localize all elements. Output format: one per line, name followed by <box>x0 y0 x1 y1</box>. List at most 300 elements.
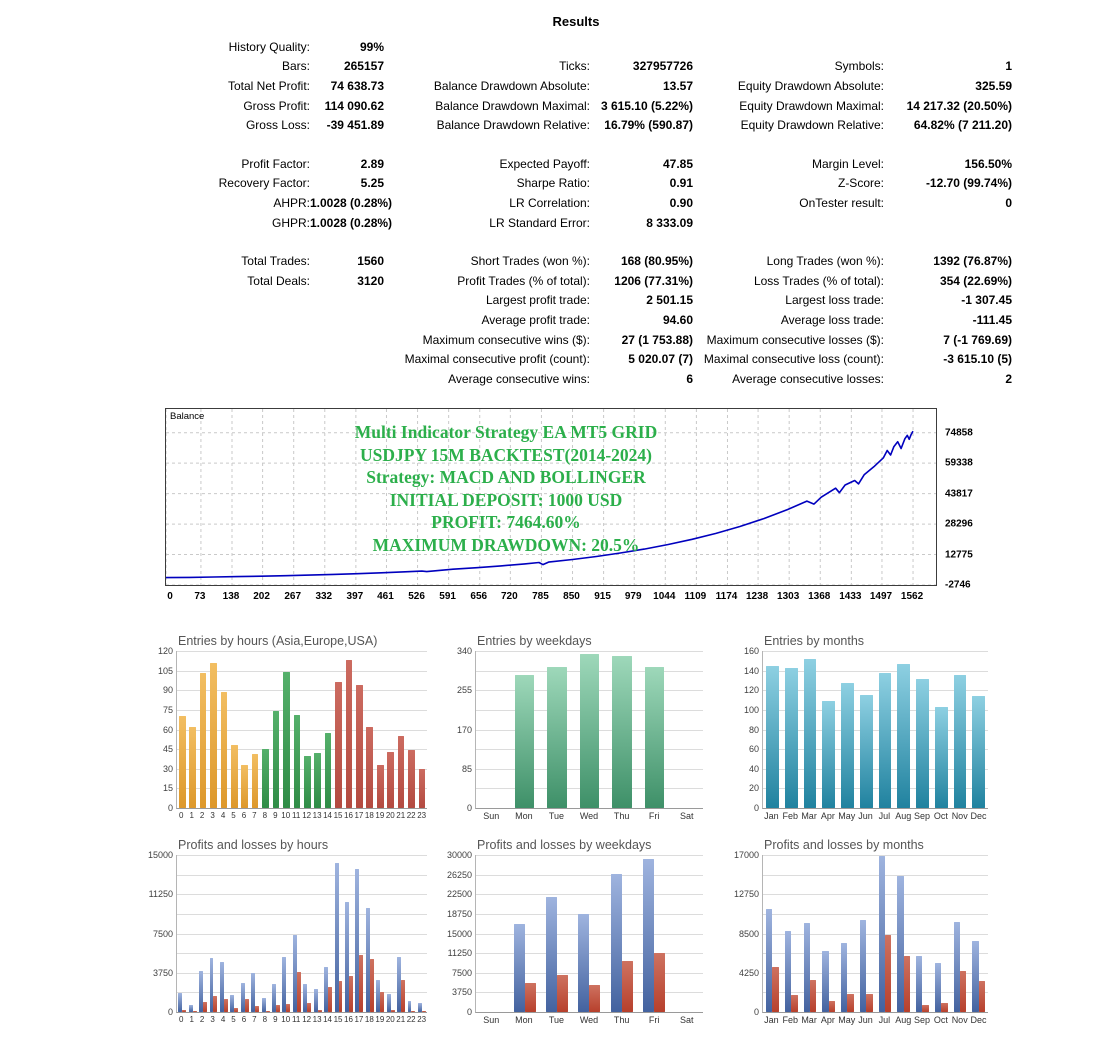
x-tick-label: Sat <box>680 811 694 821</box>
chart-title: Entries by hours (Asia,Europe,USA) <box>178 634 378 648</box>
x-tick-label: 4 <box>220 1015 226 1024</box>
bar-slot <box>573 651 605 808</box>
x-tick-label: 785 <box>532 591 549 602</box>
bar-slot <box>894 855 913 1012</box>
plot-area <box>762 651 988 809</box>
bar <box>897 664 910 808</box>
stat-label: Balance Drawdown Absolute: <box>433 78 590 93</box>
x-tick-label: 8 <box>262 1015 268 1024</box>
x-tick-label: 1368 <box>808 591 831 602</box>
bar-slot <box>476 651 508 808</box>
y-tick-label: 0 <box>753 803 759 813</box>
x-tick-label: 267 <box>284 591 302 602</box>
x-tick-label: 1 <box>189 1015 194 1024</box>
y-tick-label: 43817 <box>945 488 973 500</box>
x-tick-label: Wed <box>579 1015 599 1025</box>
x-tick-label: Mon <box>515 1015 533 1025</box>
table-row <box>140 271 1012 291</box>
stat-value: 99% <box>359 39 384 54</box>
bar-slot <box>508 855 540 1012</box>
bar-slot <box>969 651 988 808</box>
y-tick-label: 59338 <box>945 457 973 469</box>
x-tick-label: 16 <box>344 1015 353 1024</box>
x-tick-label: 7 <box>252 1015 257 1024</box>
x-axis <box>762 1013 988 1025</box>
bar-slot <box>819 651 838 808</box>
bar-profit <box>578 914 589 1012</box>
bar <box>189 727 196 808</box>
bar-loss <box>276 1005 280 1012</box>
table-row <box>140 251 1012 271</box>
stat-value: 3120 <box>357 273 384 288</box>
x-tick-label: 15 <box>333 1015 343 1024</box>
bar-slot <box>385 651 395 808</box>
overlay-line: USDJPY 15M BACKTEST(2014-2024) <box>360 444 652 465</box>
bar-loss <box>885 935 891 1012</box>
x-tick-label: Jan <box>764 1015 779 1025</box>
x-tick-label: 915 <box>594 591 611 602</box>
bar-slot <box>229 651 239 808</box>
bar <box>377 765 384 808</box>
table-gap <box>140 232 1012 251</box>
stat-value: 3 615.10 (5.22%) <box>600 98 693 113</box>
bar-slot <box>417 855 427 1012</box>
bar-slot <box>312 651 322 808</box>
x-tick-label: Oct <box>933 1015 948 1025</box>
bar-loss <box>866 994 872 1012</box>
bar-slot <box>344 651 354 808</box>
bar-profit <box>546 897 557 1012</box>
x-tick-label: Jun <box>858 811 873 821</box>
x-tick-label: 73 <box>194 591 206 602</box>
bars <box>177 855 427 1012</box>
y-tick-label: 12750 <box>733 889 759 900</box>
chart-title: Entries by weekdays <box>477 634 592 648</box>
x-tick-label: 1109 <box>684 591 707 602</box>
y-tick-label: 11250 <box>447 948 472 959</box>
x-tick-label: 18 <box>364 811 374 820</box>
bar-profit <box>972 941 978 1012</box>
stat-label: Average consecutive wins: <box>448 371 590 386</box>
x-tick-label: 15 <box>333 811 343 820</box>
bar <box>515 675 534 808</box>
bar-loss <box>391 1010 395 1012</box>
stat-label: Loss Trades (% of total): <box>753 273 884 288</box>
x-axis <box>176 809 427 820</box>
y-tick-label: 40 <box>748 763 759 774</box>
bar-slot <box>385 855 395 1012</box>
x-tick-label: 17 <box>354 1015 364 1024</box>
bar-slot <box>782 855 801 1012</box>
bar-slot <box>782 651 801 808</box>
stat-label: Equity Drawdown Maximal: <box>739 98 884 113</box>
y-tick-label: 18750 <box>446 908 472 919</box>
stat-label: Gross Profit: <box>243 98 310 113</box>
bar-slot <box>876 855 895 1012</box>
bar-slot <box>344 855 354 1012</box>
x-tick-label: 0 <box>179 811 184 820</box>
bar-slot <box>951 855 970 1012</box>
x-tick-label: Oct <box>933 811 948 821</box>
bar <box>916 679 929 808</box>
bar-slot <box>281 651 291 808</box>
bar <box>241 765 248 808</box>
stat-value: 5.25 <box>360 176 384 191</box>
stat-label: Balance Drawdown Maximal: <box>435 98 590 113</box>
x-tick-label: May <box>838 811 856 821</box>
x-tick-label: Sun <box>483 811 500 821</box>
x-tick-label: 656 <box>470 591 488 602</box>
bar-loss <box>255 1006 259 1012</box>
bar <box>408 750 415 808</box>
y-tick-label: 160 <box>743 646 759 656</box>
bar-slot <box>894 651 913 808</box>
overlay-line: INITIAL DEPOSIT: 1000 USD <box>389 489 623 510</box>
bar-slot <box>763 651 782 808</box>
bar <box>273 711 280 808</box>
table-row <box>140 57 1012 77</box>
x-tick-label: 0 <box>179 1015 184 1024</box>
bar-slot <box>250 855 260 1012</box>
bar-slot <box>932 651 951 808</box>
stat-value: 325.59 <box>975 78 1012 93</box>
x-tick-label: Sep <box>914 1015 931 1025</box>
y-tick-label: 11250 <box>148 889 173 900</box>
y-tick-label: 17000 <box>733 850 759 860</box>
x-tick-label: 6 <box>241 1015 247 1024</box>
bar <box>972 696 985 808</box>
bar <box>335 682 342 808</box>
bar-slot <box>271 855 281 1012</box>
x-tick-label: 20 <box>385 811 395 820</box>
bar-slot <box>838 651 857 808</box>
y-tick-label: 3750 <box>451 987 472 998</box>
y-tick-label: 60 <box>162 724 173 735</box>
x-tick-label: 22 <box>406 811 416 820</box>
bar-loss <box>328 987 332 1012</box>
x-tick-label: 11 <box>292 1015 301 1024</box>
y-tick-label: 75 <box>162 704 173 715</box>
bar-slot <box>240 651 250 808</box>
bar <box>356 685 363 808</box>
stat-label: Gross Loss: <box>245 118 310 133</box>
table-gap <box>140 135 1012 154</box>
y-tick-label: 15000 <box>147 850 173 860</box>
stat-value: 0 <box>1005 195 1012 210</box>
stat-value: -12.70 (99.74%) <box>925 176 1012 191</box>
bar <box>935 707 948 808</box>
bars <box>476 651 703 808</box>
bar-slot <box>208 651 218 808</box>
x-tick-label: Mon <box>515 811 533 821</box>
bar-slot <box>260 855 270 1012</box>
bar-slot <box>323 855 333 1012</box>
stat-value: -111.45 <box>972 312 1012 327</box>
x-tick-label: 1 <box>189 811 194 820</box>
y-tick-label: 90 <box>162 685 173 696</box>
bar <box>822 701 835 808</box>
plot-area <box>475 855 703 1013</box>
table-row <box>140 115 1012 135</box>
x-tick-label: 720 <box>501 591 518 602</box>
table-row <box>140 213 1012 233</box>
x-tick-label: 9 <box>273 1015 278 1024</box>
bar-loss <box>654 953 665 1012</box>
stat-value: 1.0028 (0.28%) <box>310 195 393 210</box>
bar-profit <box>514 924 525 1012</box>
y-axis <box>147 850 176 1017</box>
bar-slot <box>260 651 270 808</box>
x-tick-label: 1238 <box>745 591 769 602</box>
bar-slot <box>671 855 703 1012</box>
x-axis <box>475 809 703 821</box>
bar-loss <box>622 961 633 1012</box>
bar-loss <box>213 996 217 1012</box>
bar-profit <box>314 989 318 1012</box>
y-axis <box>446 850 475 1017</box>
bar-slot <box>219 651 229 808</box>
bar-slot <box>177 651 187 808</box>
x-tick-label: 850 <box>563 591 580 602</box>
x-tick-label: 12 <box>302 811 312 820</box>
x-tick-label: Fri <box>648 811 660 821</box>
stat-value: 1560 <box>357 254 384 269</box>
x-tick-label: Thu <box>613 1015 630 1025</box>
table-row <box>140 291 1012 311</box>
x-tick-label: 979 <box>624 591 642 602</box>
x-tick-label: 12 <box>302 1015 312 1024</box>
stat-value: 1392 (76.87%) <box>933 254 1012 269</box>
stat-value: 5 020.07 (7) <box>628 352 693 367</box>
bars <box>476 855 703 1012</box>
stat-value: 8 333.09 <box>646 215 693 230</box>
stat-value: 16.79% (590.87) <box>604 118 693 133</box>
bar-loss <box>182 1010 186 1012</box>
bar-slot <box>857 855 876 1012</box>
bar <box>419 769 426 808</box>
x-tick-label: 1174 <box>715 591 738 602</box>
bar-profit <box>643 859 654 1012</box>
stat-label: Total Trades: <box>241 254 310 269</box>
table-row <box>140 96 1012 116</box>
stat-value: 2.89 <box>360 156 384 171</box>
bar-loss <box>979 981 985 1012</box>
bar <box>612 656 631 808</box>
table-row <box>140 330 1012 350</box>
bar-slot <box>354 651 364 808</box>
stat-value: 265157 <box>343 59 384 74</box>
bar-slot <box>292 651 302 808</box>
x-tick-label: 3 <box>210 811 215 820</box>
y-axis <box>736 646 762 813</box>
bar-loss <box>286 1004 290 1012</box>
chart-title: Profits and losses by weekdays <box>477 838 652 852</box>
bar-slot <box>177 855 187 1012</box>
x-tick-label: Dec <box>970 1015 987 1025</box>
y-tick-label: 74858 <box>945 427 973 439</box>
bar-loss <box>318 1010 322 1012</box>
bar-slot <box>476 855 508 1012</box>
y-tick-label: 12775 <box>945 549 973 561</box>
x-tick-label: 14 <box>323 811 333 820</box>
table-row <box>140 154 1012 174</box>
bar <box>294 715 301 808</box>
stat-label: GHPR: <box>271 215 310 230</box>
bar-slot <box>838 855 857 1012</box>
x-tick-label: 19 <box>375 811 385 820</box>
bar <box>645 667 664 808</box>
bar-slot <box>302 855 312 1012</box>
stat-value: 2 501.15 <box>646 293 693 308</box>
x-tick-label: 10 <box>281 811 291 820</box>
bar-slot <box>876 651 895 808</box>
y-tick-label: 140 <box>743 665 759 676</box>
bar <box>766 666 779 808</box>
bar-loss <box>589 985 600 1012</box>
bar <box>954 675 967 808</box>
bar-slot <box>671 651 703 808</box>
bar-profit <box>611 874 622 1012</box>
stat-label: Maximal consecutive loss (count): <box>703 352 884 367</box>
bar-loss <box>960 971 966 1012</box>
x-tick-label: 23 <box>417 1015 427 1024</box>
y-tick-label: 0 <box>466 1007 472 1017</box>
stat-label: Margin Level: <box>811 156 884 171</box>
x-tick-label: 19 <box>375 1015 385 1024</box>
bar-slot <box>312 855 322 1012</box>
bar-loss <box>772 967 778 1012</box>
x-tick-label: Aug <box>895 811 912 821</box>
x-axis <box>762 809 988 821</box>
bar-slot <box>819 855 838 1012</box>
bar-slot <box>302 651 312 808</box>
bar-loss <box>847 994 853 1012</box>
stat-label: Bars: <box>281 59 310 74</box>
stat-value: 1206 (77.31%) <box>614 273 693 288</box>
x-tick-label: May <box>838 1015 856 1025</box>
bar-loss <box>266 1011 270 1012</box>
page-title: Results <box>552 14 600 29</box>
y-tick-label: 80 <box>748 724 759 735</box>
bar-slot <box>857 651 876 808</box>
stat-label: Largest profit trade: <box>485 293 590 308</box>
entries-by-months-chart <box>736 634 988 821</box>
y-tick-label: 45 <box>162 744 173 755</box>
bar-slot <box>969 855 988 1012</box>
bar-loss <box>829 1001 835 1012</box>
y-tick-label: 0 <box>466 803 472 813</box>
y-tick-label: 255 <box>456 685 472 696</box>
y-tick-label: 15000 <box>446 928 472 939</box>
x-tick-label: Dec <box>970 811 987 821</box>
y-tick-label: 120 <box>743 685 759 696</box>
balance-series-label: Balance <box>170 411 205 422</box>
overlay-line: PROFIT: 7464.60% <box>431 512 581 532</box>
bar-slot <box>406 651 416 808</box>
bar-slot <box>932 855 951 1012</box>
bar-loss <box>349 976 353 1012</box>
x-axis <box>176 1013 427 1024</box>
x-tick-label: Jul <box>878 811 891 821</box>
y-tick-label: 0 <box>753 1007 759 1017</box>
bar-slot <box>208 855 218 1012</box>
y-tick-label: 4250 <box>738 967 759 978</box>
stat-label: Maximum consecutive losses ($): <box>706 332 884 347</box>
x-tick-label: 3 <box>210 1015 215 1024</box>
overlay-line: MAXIMUM DRAWDOWN: 20.5% <box>372 534 640 555</box>
bar-profit <box>178 993 182 1012</box>
stat-label: Short Trades (won %): <box>470 254 590 269</box>
bar-loss <box>810 980 816 1012</box>
stat-value: 13.57 <box>662 78 693 93</box>
bar-slot <box>198 855 208 1012</box>
stat-label: Total Deals: <box>247 273 310 288</box>
strategy-overlay-text <box>226 421 786 556</box>
x-tick-label: 18 <box>364 1015 374 1024</box>
bar-slot <box>396 651 406 808</box>
y-tick-label: 15 <box>162 783 173 794</box>
bar-profit <box>335 863 339 1012</box>
x-tick-label: 1044 <box>653 591 676 602</box>
x-tick-label: 7 <box>252 811 257 820</box>
plot-area <box>176 651 427 809</box>
y-tick-label: 8500 <box>738 928 759 939</box>
bar-loss <box>307 1003 311 1012</box>
stat-label: AHPR: <box>273 195 310 210</box>
bar-loss <box>203 1002 207 1012</box>
chart-title: Profits and losses by months <box>764 838 924 852</box>
bar <box>387 752 394 808</box>
x-tick-label: 23 <box>417 811 427 820</box>
stat-label: Balance Drawdown Relative: <box>436 118 590 133</box>
bar-loss <box>370 959 374 1012</box>
pl-by-months-chart <box>733 838 988 1025</box>
bar-slot <box>913 651 932 808</box>
x-tick-label: 0 <box>167 591 173 602</box>
y-tick-label: 30 <box>162 763 173 774</box>
bar-loss <box>411 1011 415 1012</box>
balance-chart <box>165 408 1065 608</box>
x-tick-label: 5 <box>231 811 236 820</box>
bar-slot <box>333 651 343 808</box>
bar-loss <box>339 981 343 1012</box>
bar <box>841 683 854 808</box>
table-row <box>140 310 1012 330</box>
bar-slot <box>250 651 260 808</box>
bar <box>860 695 873 808</box>
stat-value: 1 <box>1005 59 1012 74</box>
bar-loss <box>234 1008 238 1012</box>
x-tick-label: Nov <box>951 1015 968 1025</box>
stat-value: 47.85 <box>662 156 693 171</box>
x-tick-label: 1497 <box>869 591 893 602</box>
stat-label: Average loss trade: <box>780 312 884 327</box>
bar <box>547 667 566 808</box>
bar <box>879 673 892 808</box>
stat-value: -1 307.45 <box>961 293 1012 308</box>
x-tick-label: Fri <box>648 1015 660 1025</box>
bar <box>283 672 290 808</box>
bar-loss <box>401 980 405 1012</box>
bar-slot <box>606 651 638 808</box>
stat-label: Equity Drawdown Absolute: <box>737 78 884 93</box>
bar-slot <box>354 855 364 1012</box>
y-tick-label: 170 <box>456 724 472 735</box>
bar <box>346 660 353 808</box>
x-tick-label: 397 <box>346 591 364 602</box>
y-tick-label: 105 <box>157 665 173 676</box>
stat-label: Recovery Factor: <box>218 176 310 191</box>
